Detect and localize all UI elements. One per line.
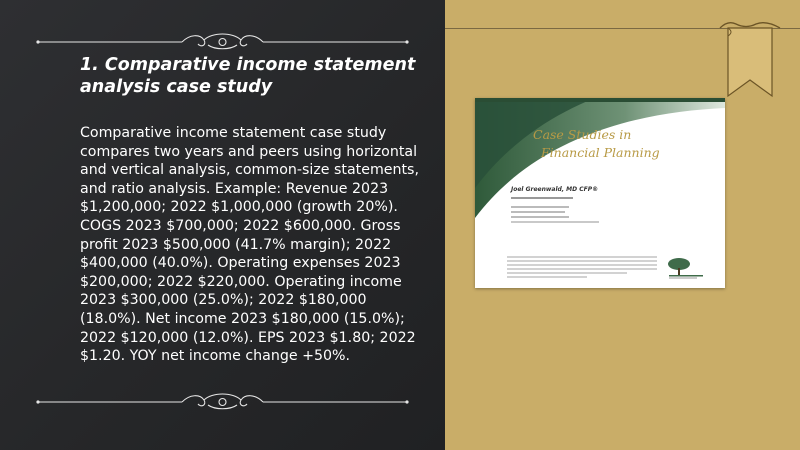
thumbnail-text-line — [511, 211, 565, 213]
thumbnail-text-line — [511, 216, 569, 218]
thumbnail-footnote-line — [507, 264, 657, 266]
thumbnail-text-line — [511, 197, 573, 199]
thumbnail-footnote-line — [507, 260, 657, 262]
flourish-divider-icon — [0, 30, 445, 54]
thumbnail-title-line1: Case Studies in — [533, 127, 632, 142]
tree-logo-icon — [665, 256, 705, 280]
thumbnail-author: Joel Greenwald, MD CFP® — [511, 186, 599, 193]
slide-title: 1. Comparative income statement analysis case study — [80, 55, 416, 97]
thumbnail-title-line2: Financial Planning — [541, 145, 660, 160]
thumbnail-footnote-line — [507, 256, 657, 258]
presentation-thumbnail — [475, 98, 725, 288]
flourish-divider-icon — [0, 390, 445, 414]
thumbnail-footnote-line — [507, 272, 627, 274]
thumbnail-text-line — [511, 221, 599, 223]
thumbnail-text-line — [511, 206, 569, 208]
slide-body-text: Comparative income statement case study compares two years and peers using horizontal and vertical analysis, common-size statements, and ratio analysis. Example: Revenue 2023 $1,200,000; 2022 $1,000,000 (growth 20%). COGS 2023 $700,000; 2022 $600,000. Gross profit 2023 $500,000 (41.7% margin); 2022 $400,000 (40.0%). Operating expenses 2023 $200,000; 2022 $220,000. Operating income 2023 $300,000 (25.0%); 2022 $180,000 (18.0%). Net income 2023 $180,000 (15.0%); 2022 $120,000 (12.0%). EPS 2023 $1.80; 2022 $1.20. YOY net income change +50%. — [80, 125, 419, 365]
thumbnail-title — [533, 126, 713, 162]
thumbnail-footnote-line — [507, 276, 587, 278]
bookmark-ribbon-icon — [716, 18, 784, 100]
thumbnail-footnote-line — [507, 268, 657, 270]
